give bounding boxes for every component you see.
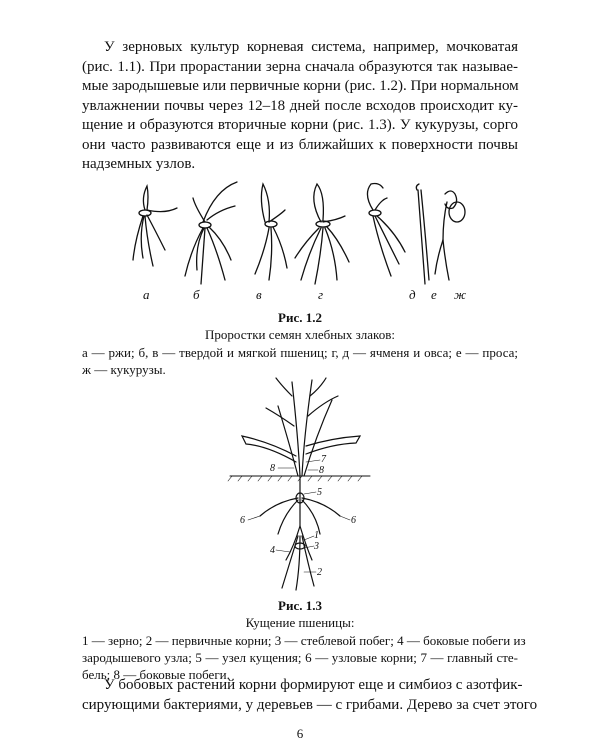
label-4: 4 xyxy=(270,545,275,556)
legend-line: ж — кукурузы. xyxy=(82,362,166,377)
seedling-b xyxy=(185,182,237,284)
figure-seedlings-illustration xyxy=(125,180,485,302)
label-6-right: 6 xyxy=(351,515,356,526)
letter-label: в xyxy=(256,287,262,302)
page-number: 6 xyxy=(296,726,304,741)
text-line: сирующими бактериями, у деревьев — с грибами. Дерево за счет этого xyxy=(82,696,538,713)
text-line: надземных узлов. xyxy=(82,156,196,172)
legend-line: а — ржи; б, в — твердой и мягкой пшениц; г, д — ячменя и овса; е — проса; xyxy=(82,345,518,360)
figure-1-2-legend xyxy=(82,344,518,378)
figure-1-2-subtitle: Проростки семян хлебных злаков: xyxy=(205,327,395,342)
paragraph-top xyxy=(82,38,518,175)
text-line: мые зародышевые или первичные корни (рис. 1.2). При нормальном xyxy=(82,78,519,94)
letter-label: е xyxy=(431,287,437,302)
figure-1-3-title: Рис. 1.3 xyxy=(278,598,322,613)
text-line: они часто развиваются еще и из ближайших к поверхности почвы xyxy=(82,136,518,153)
label-8-right: 8 xyxy=(319,465,324,476)
seedling-v xyxy=(255,184,287,280)
label-3: 3 xyxy=(314,541,319,552)
seedling-g xyxy=(295,184,349,284)
letter-label: б xyxy=(193,287,200,302)
label-2: 2 xyxy=(317,567,322,578)
legend-line: зародышевого узла; 5 — узел кущения; 6 — узловые корни; 7 — главный сте- xyxy=(82,650,518,665)
text-line: увлажнении почвы через 12–18 дней после всходов происходит ку- xyxy=(82,97,518,114)
figure-1-2-letters xyxy=(0,287,600,305)
legend-line: 1 — зерно; 2 — первичные корни; 3 — стеблевой побег; 4 — боковые побеги из xyxy=(82,633,526,648)
letter-label: ж xyxy=(454,287,467,302)
seedling-zh xyxy=(435,191,465,280)
text-line: У бобовых растений корни формируют еще и симбиоз с азотфик- xyxy=(104,677,523,693)
letter-label: а xyxy=(143,287,150,302)
letter-label: г xyxy=(318,287,324,302)
seedling-a xyxy=(133,186,177,266)
figure-tillering-illustration xyxy=(220,376,380,594)
label-7: 7 xyxy=(321,454,326,465)
text-line: (рис. 1.1). При прорастании зерна сначала образуются так называе- xyxy=(82,58,518,75)
seedling-d xyxy=(367,184,405,277)
seedling-e xyxy=(416,184,429,284)
text-line: У зерновых культур корневая система, например, мочковатая xyxy=(104,39,518,55)
label-1: 1 xyxy=(314,530,319,541)
label-6-left: 6 xyxy=(240,515,245,526)
figure-1-2-title: Рис. 1.2 xyxy=(278,310,322,325)
legend-line: бель; 8 — боковые побеги. xyxy=(82,667,230,682)
figure-1-3-subtitle: Кущение пшеницы: xyxy=(245,615,355,630)
paragraph-bottom xyxy=(82,676,538,715)
letter-label: д xyxy=(409,287,416,302)
label-8-left: 8 xyxy=(270,463,275,474)
label-5: 5 xyxy=(317,487,322,498)
text-line: щение и образуются вторичные корни (рис. 1.3). У кукурузы, сорго xyxy=(82,117,518,133)
